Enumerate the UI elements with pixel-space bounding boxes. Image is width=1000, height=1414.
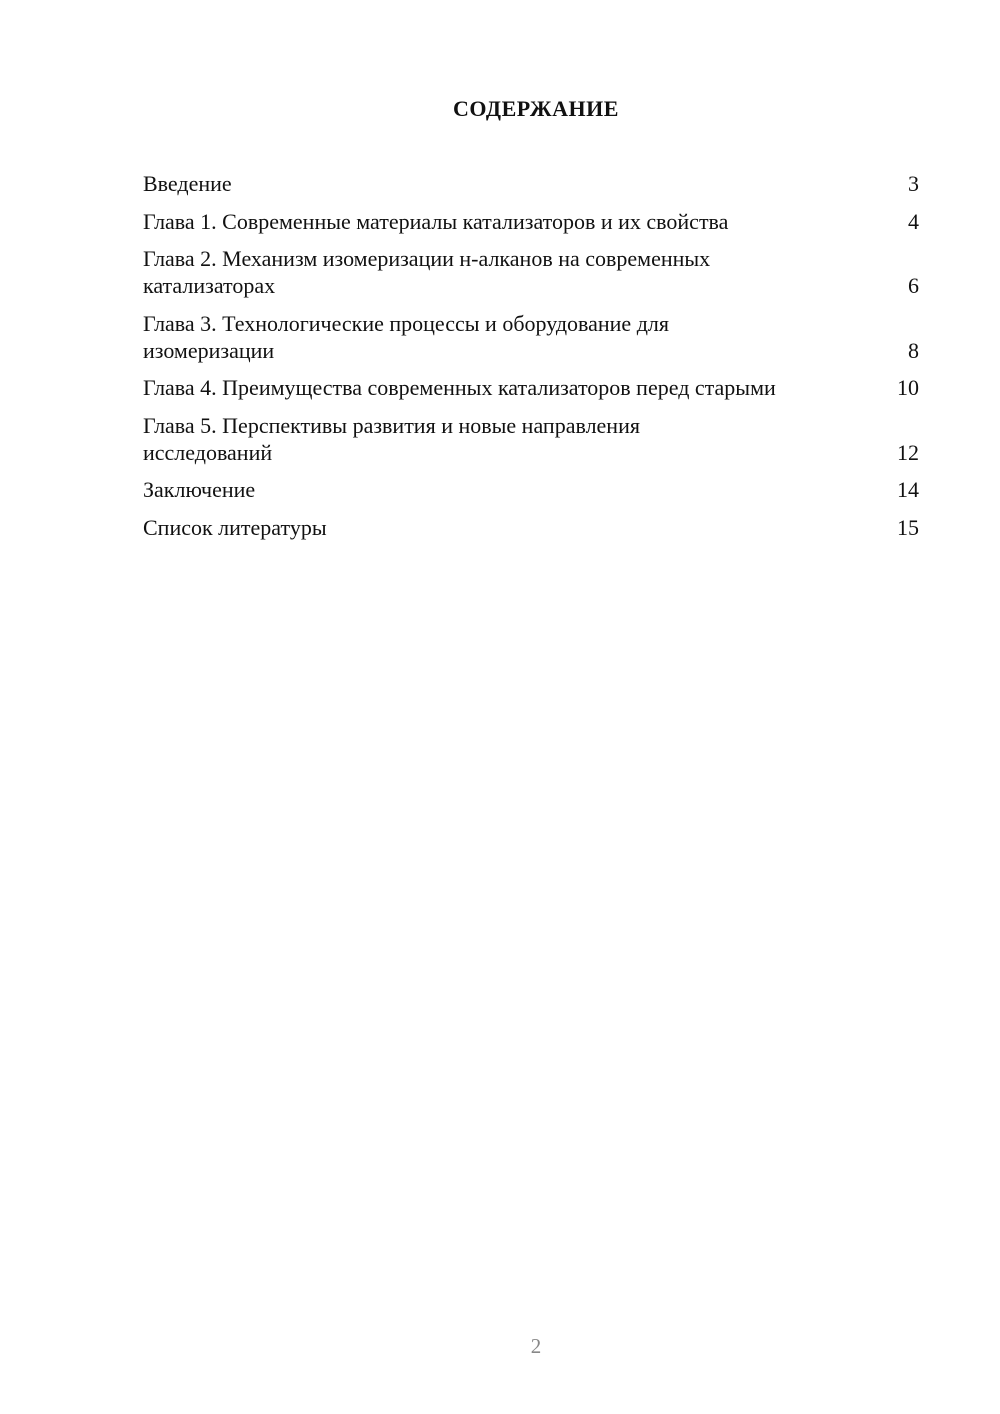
toc-entry-text: Список литературы (143, 514, 327, 540)
toc-entry-page: 4 (908, 208, 919, 234)
toc-entry-chapter-3 (143, 310, 919, 364)
toc-entry-text: Глава 2. Механизм изомеризации н-алканов на современных катализаторах (143, 246, 711, 298)
toc-entry-text: Введение (143, 171, 232, 196)
toc-entry-chapter-4 (143, 374, 919, 401)
toc-title: СОДЕРЖАНИЕ (453, 96, 619, 121)
toc-entry-page: 15 (897, 514, 919, 540)
toc-entry-text: Глава 4. Преимущества современных катализаторов перед старыми (143, 375, 776, 400)
toc-entry-text: Глава 1. Современные материалы катализаторов и их свойства (143, 208, 729, 234)
toc-entry-references (143, 514, 919, 541)
toc-entry-page: 6 (908, 273, 919, 298)
toc-entry-chapter-1 (143, 208, 919, 235)
toc-entry-chapter-2 (143, 245, 919, 299)
toc-entry-text: Глава 5. Перспективы развития и новые направления исследований (143, 412, 640, 465)
toc-entry-page: 14 (897, 477, 919, 502)
toc-entry-conclusion (143, 476, 919, 503)
toc-entry-page: 8 (908, 337, 919, 363)
toc-entry-page: 3 (908, 171, 919, 196)
toc-entry-text: Заключение (143, 477, 256, 502)
toc-entry-text: Глава 3. Технологические процессы и оборудование для изомеризации (143, 310, 669, 363)
table-of-contents (143, 170, 919, 551)
toc-entry-page: 10 (897, 375, 919, 400)
toc-entry-page: 12 (897, 439, 919, 465)
toc-entry-chapter-5 (143, 412, 919, 466)
toc-entry-introduction (143, 170, 919, 197)
page-number: 2 (530, 1334, 542, 1358)
